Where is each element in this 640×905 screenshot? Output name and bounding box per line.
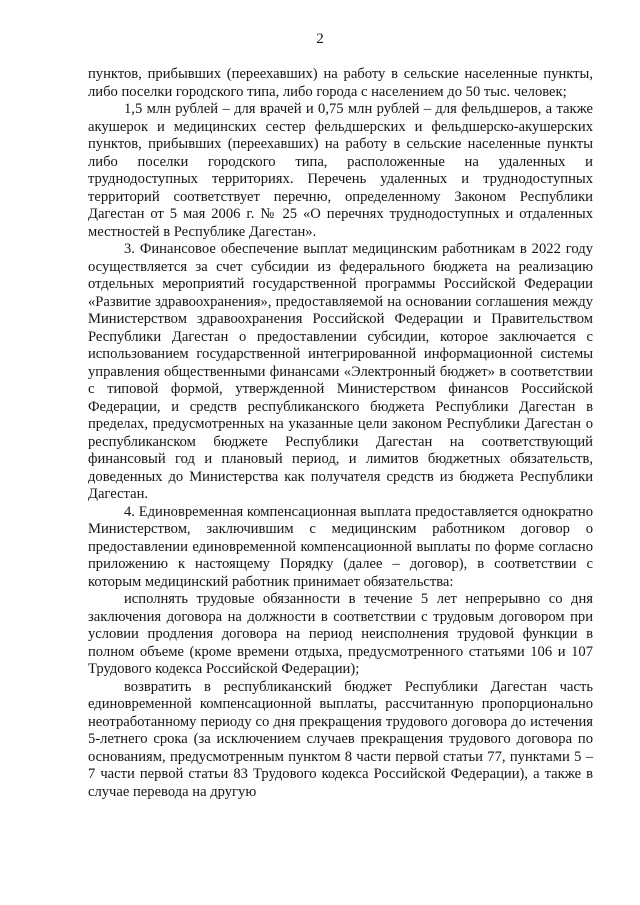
paragraph-payment-amounts: 1,5 млн рублей – для врачей и 0,75 млн рублей – для фельдшеров, а также акушерок и медицинских сестер фельдшерских и фельдшерско-акушерских пунктов, прибывших (переехавших) на работу в сельские населенные пункты либо поселки городского типа, расположенные на удаленных и труднодоступных территориях. Перечень удаленных и труднодоступных территорий соответствует перечню, определенному Законом Республики Дагестан от 5 мая 2006 г. № 25 «О перечнях труднодоступных и отдаленных местностей в Республике Дагестан».	[88, 101, 593, 240]
page-number: 2	[316, 31, 324, 47]
paragraph-item-4-compensation: 4. Единовременная компенсационная выплата предоставляется однократно Министерством, заключившим с медицинским работником договор о предоставлении единовременной компенсационной выплаты по форме согласно приложению к настоящему Порядку (далее – договор), в соответствии с которым медицинский работник принимает обязательства:	[88, 503, 593, 590]
paragraph-item-3-financing: 3. Финансовое обеспечение выплат медицинским работникам в 2022 году осуществляется за счет субсидии из федерального бюджета на реализацию отдельных мероприятий государственной программы Российской Федерации «Развитие здравоохранения», предоставляемой на основании соглашения между Министерством здравоохранения Российской Федерации и Правительством Республики Дагестан о предоставлении субсидии, которое заключается с использованием государственной интегрированной информационной системы управления общественными финансами «Электронный бюджет» в соответствии с типовой формой, утвержденной Министерством финансов Российской Федерации, и средств республиканского бюджета Республики Дагестан в пределах, предусмотренных на указанные цели законом Республики Дагестан о республиканском бюджете Республики Дагестан на соответствующий финансовый год и плановый период, и лимитов бюджетных обязательств, доведенных до Министерства как получателя средств из бюджета Республики Дагестан.	[88, 241, 593, 502]
document-body	[88, 66, 593, 801]
paragraph-obligation-work: исполнять трудовые обязанности в течение 5 лет непрерывно со дня заключения договора на должности в соответствии с трудовым договором при условии продления договора на период неисполнения трудовой функции в полном объеме (кроме времени отдыха, предусмотренного статьями 106 и 107 Трудового кодекса Российской Федерации);	[88, 591, 593, 677]
paragraph-obligation-return: возвратить в республиканский бюджет Республики Дагестан часть единовременной компенсационной выплаты, рассчитанную пропорционально неотработанному периоду со дня прекращения трудового договора до истечения 5-летнего срока (за исключением случаев прекращения трудового договора по основаниям, предусмотренным пунктом 8 части первой статьи 77, пунктами 5 – 7 части первой статьи 83 Трудового кодекса Российской Федерации), а также в случае перевода на другую	[88, 678, 593, 800]
paragraph-continuation: пунктов, прибывших (переехавших) на работу в сельские населенные пункты, либо поселки городского типа, либо города с населением до 50 тыс. человек;	[88, 66, 593, 100]
